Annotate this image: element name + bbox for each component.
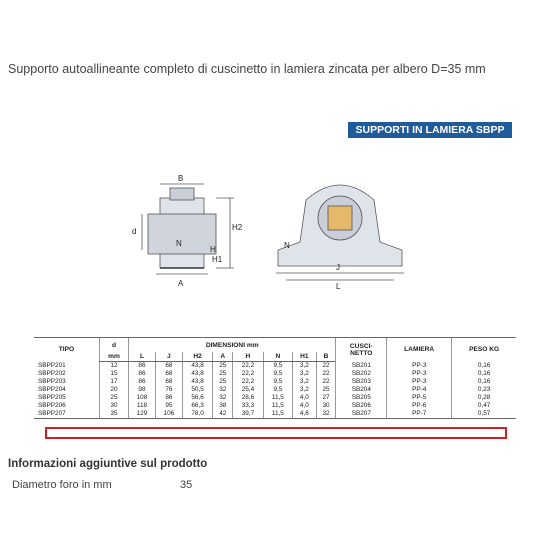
table-cell: 22 <box>316 370 336 378</box>
table-cell: 11,5 <box>263 402 292 410</box>
table-cell: 76 <box>155 386 182 394</box>
table-cell: 0,23 <box>452 386 516 394</box>
table-cell: 27 <box>316 394 336 402</box>
table-cell: SBPP207 <box>34 410 99 419</box>
table-cell: 22,2 <box>233 370 263 378</box>
table-cell: 22,2 <box>233 362 263 371</box>
table-cell: 108 <box>128 394 155 402</box>
table-cell: PP-5 <box>387 394 452 402</box>
table-cell: 9,5 <box>263 378 292 386</box>
table-cell: 17 <box>99 378 128 386</box>
table-row <box>34 410 516 419</box>
table-row <box>34 378 516 386</box>
series-badge: SUPPORTI IN LAMIERA SBPP <box>348 122 512 138</box>
table-cell: SBPP206 <box>38 402 66 409</box>
table-cell: 32 <box>316 410 336 419</box>
table-cell: 68 <box>155 370 182 378</box>
label-H2: H2 <box>232 223 243 232</box>
label-B: B <box>178 174 184 183</box>
table-cell: SBPP201 <box>38 361 66 369</box>
label-d: d <box>132 227 137 236</box>
table-cell: 0,28 <box>452 394 516 402</box>
table-cell: 25 <box>213 370 233 378</box>
table-row <box>34 362 516 371</box>
table-cell: 0,16 <box>452 370 516 378</box>
table-cell: SB207 <box>336 410 387 419</box>
table-cell: SBPP202 <box>38 370 66 377</box>
table-cell: 68 <box>155 378 182 386</box>
col-peso: PESO KG <box>452 338 516 362</box>
col-N: N <box>263 352 292 362</box>
col-d: d <box>99 338 128 353</box>
table-cell: 9,5 <box>263 362 292 371</box>
col-lamiera: LAMIERA <box>387 338 452 362</box>
table-cell: 3,2 <box>293 378 316 386</box>
table-cell: 9,5 <box>263 386 292 394</box>
spec-label: Diametro foro in mm <box>12 479 112 491</box>
table-cell: 22 <box>316 378 336 386</box>
table-cell: 43,8 <box>182 362 212 371</box>
table-cell: PP-3 <box>387 378 452 386</box>
table-cell: PP-3 <box>387 370 452 378</box>
table-cell: 4,0 <box>293 402 316 410</box>
table-row <box>34 386 516 394</box>
label-H1: H1 <box>212 255 223 264</box>
table-cell: 86 <box>128 370 155 378</box>
table-cell: PP-7 <box>387 410 452 419</box>
table-cell: 0,57 <box>452 410 516 419</box>
table-cell: 106 <box>155 410 182 419</box>
col-dimensioni: DIMENSIONI mm <box>128 338 335 353</box>
table-cell: SBPP205 <box>38 394 66 401</box>
table-cell: 86 <box>128 362 155 371</box>
table-cell: 30 <box>99 402 128 410</box>
technical-drawing <box>120 170 440 290</box>
selected-row-highlight <box>45 427 507 439</box>
table-cell: 33,3 <box>233 402 263 410</box>
table-cell: 4,6 <box>293 410 316 419</box>
col-H2: H2 <box>182 352 212 362</box>
table-cell: 78,0 <box>182 410 212 419</box>
col-J: J <box>155 352 182 362</box>
label-L: L <box>336 282 341 290</box>
table-cell: 0,47 <box>452 402 516 410</box>
table-cell: 35 <box>99 410 128 419</box>
table-cell: 0,16 <box>452 378 516 386</box>
table-cell: 43,8 <box>182 378 212 386</box>
table-cell: 66,3 <box>182 402 212 410</box>
table-cell: 86 <box>155 394 182 402</box>
label-N: N <box>176 239 182 248</box>
col-H: H <box>233 352 263 362</box>
table-cell: 30 <box>316 402 336 410</box>
table-cell: 3,2 <box>293 386 316 394</box>
table-cell: 12 <box>99 362 128 371</box>
table-cell: 28,6 <box>233 394 263 402</box>
table-cell: 15 <box>99 370 128 378</box>
label-A: A <box>178 279 184 288</box>
col-H1: H1 <box>293 352 316 362</box>
table-cell: SBPP203 <box>38 378 66 385</box>
table-cell: SB202 <box>336 370 387 378</box>
table-cell: 50,5 <box>182 386 212 394</box>
product-title: Supporto autoallineante completo di cuscinetto in lamiera zincata per albero D=35 mm <box>8 62 486 76</box>
table-cell: 98 <box>128 386 155 394</box>
table-cell: 22,2 <box>233 378 263 386</box>
col-tipo: TIPO <box>34 338 99 362</box>
table-cell: 39,7 <box>233 410 263 419</box>
table-row <box>34 402 516 410</box>
table-cell: 4,0 <box>293 394 316 402</box>
table-cell: 3,2 <box>293 370 316 378</box>
col-L: L <box>128 352 155 362</box>
table-cell: 129 <box>128 410 155 419</box>
table-cell: 42 <box>213 410 233 419</box>
col-A: A <box>213 352 233 362</box>
table-cell: PP-6 <box>387 402 452 410</box>
table-cell: 9,5 <box>263 370 292 378</box>
col-d-unit: mm <box>99 352 128 362</box>
table-cell: 86 <box>128 378 155 386</box>
table-cell: 43,8 <box>182 370 212 378</box>
table-cell: 22 <box>316 362 336 371</box>
table-cell: 20 <box>99 386 128 394</box>
table-cell: 32 <box>213 386 233 394</box>
table-cell: 25 <box>213 362 233 371</box>
table-row <box>34 370 516 378</box>
table-cell: 25,4 <box>233 386 263 394</box>
table-cell: 38 <box>213 402 233 410</box>
table-cell: 95 <box>155 402 182 410</box>
table-cell: SB205 <box>336 394 387 402</box>
col-cuscinetto: CUSCI- NETTO <box>336 338 387 362</box>
table-cell: SBPP204 <box>38 386 66 393</box>
table-cell: 68 <box>155 362 182 371</box>
table-cell: 25 <box>99 394 128 402</box>
table-cell: 25 <box>213 378 233 386</box>
label-N-front: N <box>284 241 290 250</box>
label-J: J <box>336 263 340 272</box>
table-cell: SB203 <box>336 378 387 386</box>
table-cell: 56,6 <box>182 394 212 402</box>
table-cell: 32 <box>213 394 233 402</box>
info-section-title: Informazioni aggiuntive sul prodotto <box>8 458 208 470</box>
table-row <box>34 394 516 402</box>
spec-value: 35 <box>180 479 193 491</box>
table-cell: SB206 <box>336 402 387 410</box>
table-cell: PP-4 <box>387 386 452 394</box>
table-cell: 118 <box>128 402 155 410</box>
table-cell: 0,16 <box>452 362 516 371</box>
table-cell: SB201 <box>336 362 387 371</box>
table-cell: 11,5 <box>263 394 292 402</box>
table-cell: 11,5 <box>263 410 292 419</box>
col-B: B <box>316 352 336 362</box>
table-cell: SB204 <box>336 386 387 394</box>
table-cell: 3,2 <box>293 362 316 371</box>
table-cell: 25 <box>316 386 336 394</box>
dimensions-table <box>34 337 516 419</box>
table-cell: PP-3 <box>387 362 452 371</box>
label-H: H <box>210 245 216 254</box>
